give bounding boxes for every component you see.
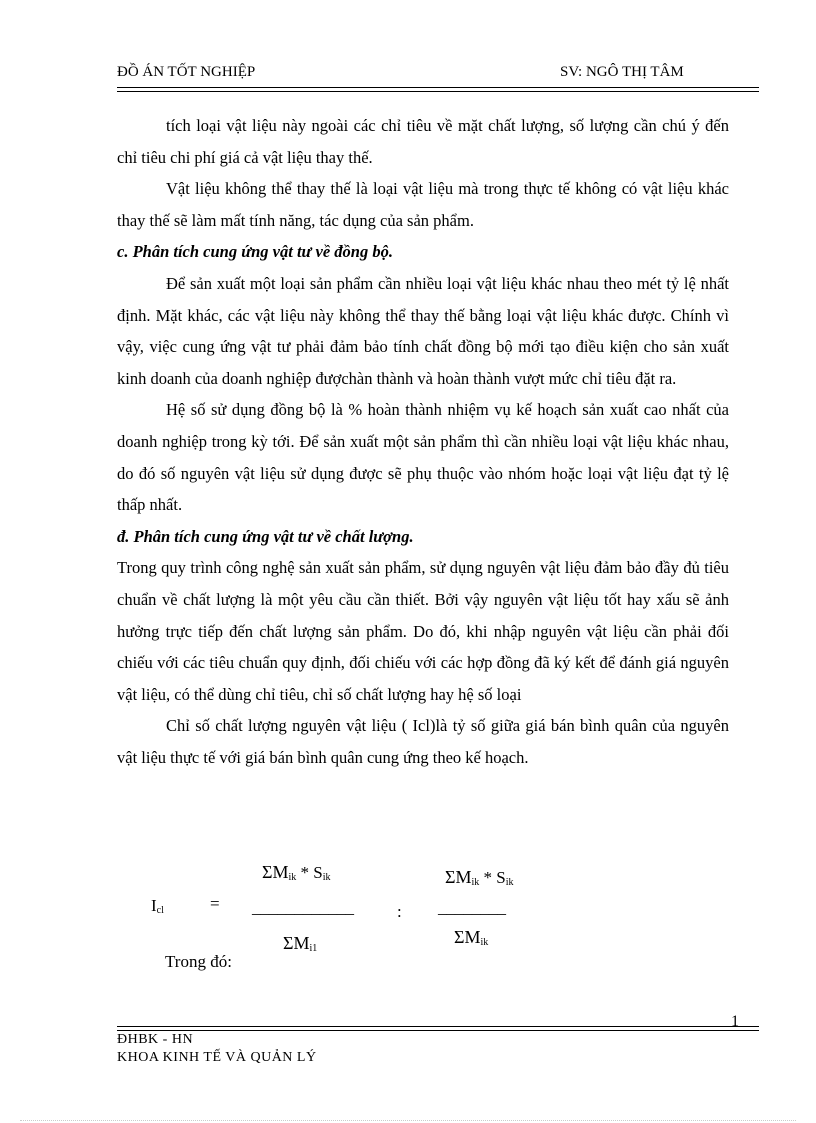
formula-numerator-1: $\Sigma M_{ik} * S_{ik}$	[262, 862, 331, 883]
where-label: Trong đó:	[165, 952, 232, 971]
formula-lhs: $I_{cl}$	[151, 896, 164, 916]
page-number: 1	[731, 1013, 739, 1030]
formula-fraction-bar-2: ________	[438, 898, 506, 917]
section-heading: c. Phân tích cung ứng vật tư về đồng bộ.	[117, 242, 393, 262]
paragraph: Vật liệu không thể thay thế là loại vật liệu mà trong thực tế không có vật liệu khác thay thế sẽ làm mất tính năng, tác dụng của sản phẩm.	[117, 179, 729, 230]
formula-fraction-bar-1: ____________	[252, 898, 354, 917]
body-text	[117, 110, 729, 773]
formula-denominator-2: $\Sigma M_{ik}$	[454, 927, 489, 948]
footer-university: ĐHBK - HN	[117, 1032, 194, 1047]
page-edge-dots	[20, 1120, 796, 1121]
formula-numerator-2: $\Sigma M_{ik} * S_{ik}$	[445, 867, 514, 888]
section-heading: đ. Phân tích cung ứng vật tư về chất lượng.	[117, 526, 414, 546]
paragraph: Để sản xuất một loại sản phẩm cần nhiều loại vật liệu khác nhau theo mét tỷ lệ nhất định. Mặt khác, các vật liệu này không thể thay thế bằng loại vật liệu khác được. Chính vì vậy, việc cung ứng vật tư phải đảm bảo tính chất đồng bộ mới tạo điều kiện cho sản xuất kinh doanh của doanh nghiệp đượchàn thành và hoàn thành vượt mức chỉ tiêu đặt ra.	[117, 273, 729, 388]
formula-denominator-1: $\Sigma M_{i1}$	[283, 933, 318, 954]
paragraph: Hệ số sử dụng đồng bộ là % hoàn thành nhiệm vụ kế hoạch sản xuất cao nhất của doanh nghiệp trong kỳ tới. Để sản xuất một sản phẩm thì cần nhiều loại vật liệu khác nhau, do đó số nguyên vật liệu sử dụng được sẽ phụ thuộc vào nhóm hoặc loại vật liệu đạt tỷ lệ thấp nhất.	[117, 400, 729, 515]
header-title: ĐỒ ÁN TỐT NGHIỆP	[117, 64, 256, 80]
footer-faculty: KHOA KINH TẾ VÀ QUẢN LÝ	[117, 1050, 317, 1065]
header-rule-bottom	[117, 91, 759, 92]
formula-equals: =	[210, 894, 220, 913]
header-rule-top	[117, 87, 759, 88]
paragraph: tích loại vật liệu này ngoài các chỉ tiêu về mặt chất lượng, số lượng cần chú ý đến chỉ tiêu chi phí giá cả vật liệu thay thế.	[117, 116, 729, 167]
footer-rule-top	[117, 1026, 759, 1027]
footer-rule-bottom	[117, 1030, 759, 1031]
paragraph: Trong quy trình công nghệ sản xuất sản phẩm, sử dụng nguyên vật liệu đảm bảo đầy đủ tiêu chuẩn về chất lượng là một yêu cầu cần thiết. Bởi vậy nguyên vật liệu tốt hay xấu sẽ ảnh hưởng trực tiếp đến chất lượng sản phẩm. Do đó, khi nhập nguyên vật liệu cần phải đối chiếu với các tiêu chuẩn quy định, đối chiếu với các hợp đồng đã ký kết để đánh giá nguyên vật liệu, có thể dùng chỉ tiêu, chỉ số chất lượng hay hệ số loại	[117, 558, 729, 704]
paragraph: Chỉ số chất lượng nguyên vật liệu ( Icl)là tỷ số giữa giá bán bình quân của nguyên vật liệu thực tế với giá bán bình quân cung ứng theo kế hoạch.	[117, 716, 729, 767]
formula-divide: :	[397, 902, 402, 921]
header-student: SV: NGÔ THỊ TÂM	[560, 64, 684, 80]
